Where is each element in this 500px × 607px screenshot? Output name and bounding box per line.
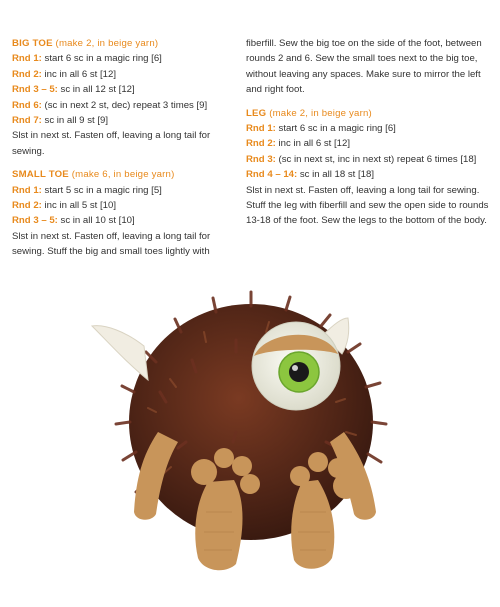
round-label: Rnd 4 – 14: (246, 169, 298, 181)
pattern-row (246, 121, 492, 136)
pattern-row (12, 183, 236, 198)
round-text: sc in all 18 st [18] (299, 169, 374, 181)
small-toe-heading (12, 167, 236, 182)
round-text: inc in all 6 st [12] (278, 138, 350, 150)
round-label: Rnd 1: (12, 53, 42, 65)
round-text: start 5 sc in a magic ring [5] (44, 184, 162, 196)
round-label: Rnd 2: (12, 68, 42, 80)
round-text: inc in all 6 st [12] (44, 68, 116, 80)
small-toe-finish: Slst in next st. Fasten off, leaving a long tail for sewing. Stuff the big and small toes lightly with (12, 230, 211, 258)
round-label: Rnd 3 – 5: (12, 215, 58, 227)
leg-title: LEG (246, 107, 267, 119)
round-text: inc in all 5 st [10] (44, 200, 116, 212)
pattern-row (12, 113, 236, 128)
round-label: Rnd 3: (246, 153, 276, 165)
round-label: Rnd 6: (12, 99, 42, 111)
round-label: Rnd 2: (12, 200, 42, 212)
pattern-row (12, 67, 236, 82)
big-toe-section (12, 36, 236, 159)
big-toe-note: (make 2, in beige yarn) (55, 38, 159, 49)
small-toe-note: (make 6, in beige yarn) (71, 169, 175, 181)
eye (252, 322, 340, 410)
left-column (12, 36, 236, 260)
round-text: sc in all 10 st [10] (60, 215, 135, 227)
small-toe-section (12, 167, 236, 259)
round-text: start 6 sc in a magic ring [6] (278, 123, 396, 135)
round-label: Rnd 7: (12, 115, 42, 127)
pattern-row (12, 98, 236, 113)
round-text: sc in all 9 st [9] (44, 115, 108, 127)
pattern-row (12, 51, 236, 66)
monster-photo (86, 282, 416, 582)
big-toe-finish: Slst in next st. Fasten off, leaving a long tail for sewing. (12, 130, 211, 157)
big-toe-heading (12, 36, 236, 51)
leg-finish: Slst in next st. Fasten off, leaving a long tail for sewing. Stuff the leg with fiberfill and sew the open side to rounds 13-18 of the foot. Sew the legs to the bottom of the body. (246, 184, 489, 227)
pattern-row (12, 82, 236, 97)
pattern-row (246, 152, 492, 167)
pattern-row (246, 167, 492, 182)
leg-note: (make 2, in beige yarn) (269, 107, 372, 119)
left-horn (92, 326, 148, 380)
round-label: Rnd 3 – 5: (12, 84, 58, 96)
round-text: (sc in next 2 st, dec) repeat 3 times [9] (44, 99, 208, 111)
round-text: sc in all 12 st [12] (60, 84, 135, 96)
pattern-row (246, 136, 492, 151)
continued-instructions: fiberfill. Sew the big toe on the side of the foot, between rounds 2 and 6. Sew the small toes next to the big toe, without leaving any spaces. Make sure to mirror the left and right foot. (246, 38, 482, 96)
round-text: start 6 sc in a magic ring [6] (44, 53, 162, 65)
big-toe-title: BIG TOE (12, 38, 53, 49)
pattern-row (12, 213, 236, 228)
round-label: Rnd 1: (12, 184, 42, 196)
pattern-row (12, 198, 236, 213)
right-column (246, 36, 492, 229)
round-label: Rnd 1: (246, 123, 276, 135)
leg-heading (246, 106, 492, 121)
leg-section (246, 106, 492, 229)
round-label: Rnd 2: (246, 138, 276, 150)
small-toe-title: SMALL TOE (12, 169, 69, 181)
round-text: (sc in next st, inc in next st) repeat 6 times [18] (278, 153, 477, 165)
